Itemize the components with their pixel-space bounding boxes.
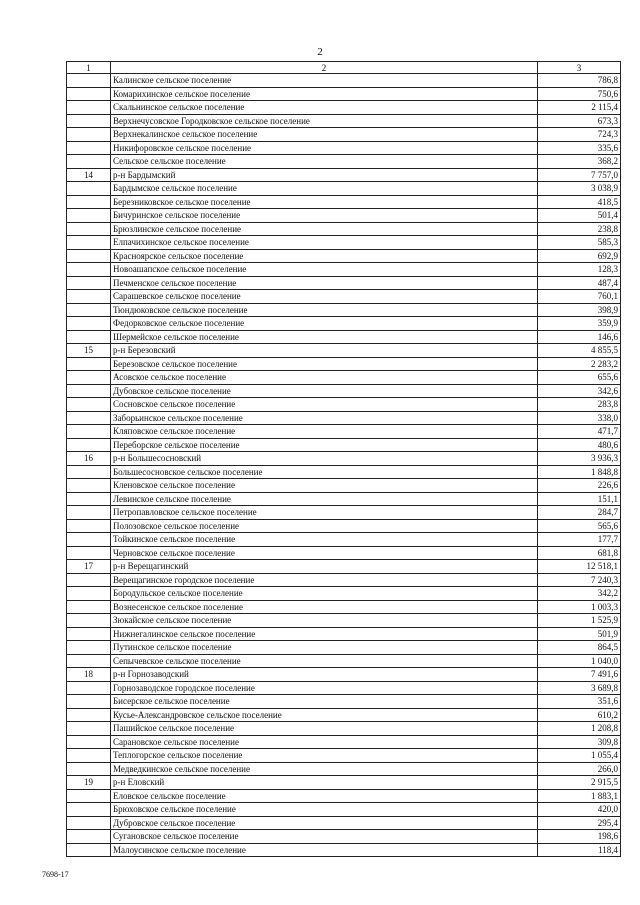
row-value-cell: 359,9 — [538, 317, 621, 331]
row-number-cell — [67, 209, 111, 223]
table-row — [67, 506, 621, 520]
row-value-cell: 342,2 — [538, 587, 621, 601]
table-row — [67, 155, 621, 169]
table-row — [67, 236, 621, 250]
row-number-cell — [67, 722, 111, 736]
row-value-cell: 1 040,0 — [538, 654, 621, 668]
row-name-cell: Кусье-Александровское сельское поселение — [111, 708, 538, 722]
row-name-cell: р-н Горнозаводский — [111, 668, 538, 682]
row-number-cell — [67, 479, 111, 493]
row-value-cell: 501,4 — [538, 209, 621, 223]
row-name-cell: Петропавловское сельское поселение — [111, 506, 538, 520]
row-number-cell — [67, 155, 111, 169]
row-value-cell: 368,2 — [538, 155, 621, 169]
row-value-cell: 342,6 — [538, 384, 621, 398]
row-value-cell: 283,8 — [538, 398, 621, 412]
table-row — [67, 317, 621, 331]
row-name-cell: Кленовское сельское поселение — [111, 479, 538, 493]
row-name-cell: Медведкинское сельское поселение — [111, 762, 538, 776]
row-value-cell: 3 689,8 — [538, 681, 621, 695]
row-name-cell: Березовское сельское поселение — [111, 357, 538, 371]
row-number-cell — [67, 533, 111, 547]
row-number-cell — [67, 614, 111, 628]
row-number-cell — [67, 74, 111, 88]
row-value-cell: 3 038,9 — [538, 182, 621, 196]
row-name-cell: Путинское сельское поселение — [111, 641, 538, 655]
row-number-cell — [67, 816, 111, 830]
row-value-cell: 565,6 — [538, 519, 621, 533]
row-number-cell — [67, 627, 111, 641]
row-name-cell: Тойкинское сельское поселение — [111, 533, 538, 547]
row-number-cell — [67, 384, 111, 398]
row-name-cell: Скальнинское сельское поселение — [111, 101, 538, 115]
row-name-cell: Никифоровское сельское поселение — [111, 141, 538, 155]
row-number-cell: 15 — [67, 344, 111, 358]
row-value-cell: 480,6 — [538, 438, 621, 452]
page-number: 2 — [317, 46, 323, 58]
row-number-cell: 17 — [67, 560, 111, 574]
row-value-cell: 118,4 — [538, 843, 621, 857]
table-row — [67, 654, 621, 668]
row-value-cell: 487,4 — [538, 276, 621, 290]
row-number-cell — [67, 762, 111, 776]
row-name-cell: Федорковское сельское поселение — [111, 317, 538, 331]
row-name-cell: Малоусинское сельское поселение — [111, 843, 538, 857]
row-value-cell: 681,8 — [538, 546, 621, 560]
row-name-cell: р-н Большесосновский — [111, 452, 538, 466]
row-number-cell — [67, 317, 111, 331]
row-name-cell: Левинское сельское поселение — [111, 492, 538, 506]
table-row — [67, 411, 621, 425]
table-row — [67, 114, 621, 128]
row-value-cell: 3 936,3 — [538, 452, 621, 466]
row-number-cell — [67, 735, 111, 749]
table-row — [67, 357, 621, 371]
row-value-cell: 295,4 — [538, 816, 621, 830]
row-name-cell: Красноярское сельское поселение — [111, 249, 538, 263]
table-row — [67, 371, 621, 385]
table-row — [67, 465, 621, 479]
table-row — [67, 209, 621, 223]
table-row — [67, 222, 621, 236]
row-value-cell: 692,9 — [538, 249, 621, 263]
row-number-cell — [67, 398, 111, 412]
row-name-cell: Комарихинское сельское поселение — [111, 87, 538, 101]
row-value-cell: 418,5 — [538, 195, 621, 209]
row-number-cell — [67, 128, 111, 142]
row-name-cell: Верхнекалинское сельское поселение — [111, 128, 538, 142]
row-name-cell: Дубовское сельское поселение — [111, 384, 538, 398]
row-number-cell — [67, 290, 111, 304]
table-row — [67, 627, 621, 641]
row-value-cell: 471,7 — [538, 425, 621, 439]
table-row — [67, 600, 621, 614]
row-number-cell — [67, 803, 111, 817]
row-value-cell: 501,9 — [538, 627, 621, 641]
row-number-cell — [67, 303, 111, 317]
table-row — [67, 533, 621, 547]
data-table — [66, 61, 621, 857]
table-row — [67, 816, 621, 830]
row-number-cell — [67, 411, 111, 425]
row-name-cell: Полозовское сельское поселение — [111, 519, 538, 533]
row-number-cell — [67, 438, 111, 452]
row-value-cell: 146,6 — [538, 330, 621, 344]
row-name-cell: Сепычевское сельское поселение — [111, 654, 538, 668]
row-value-cell: 786,8 — [538, 74, 621, 88]
row-name-cell: Бородульское сельское поселение — [111, 587, 538, 601]
row-name-cell: Дубровское сельское поселение — [111, 816, 538, 830]
table-row — [67, 681, 621, 695]
row-name-cell: Асовское сельское поселение — [111, 371, 538, 385]
table-row — [67, 587, 621, 601]
row-value-cell: 351,6 — [538, 695, 621, 709]
table-row — [67, 762, 621, 776]
row-value-cell: 1 883,1 — [538, 789, 621, 803]
row-name-cell: Сугановское сельское поселение — [111, 830, 538, 844]
row-value-cell: 7 240,3 — [538, 573, 621, 587]
row-number-cell — [67, 600, 111, 614]
row-value-cell: 1 003,3 — [538, 600, 621, 614]
row-value-cell: 4 855,5 — [538, 344, 621, 358]
table-row — [67, 303, 621, 317]
row-name-cell: Новоашапское сельское поселение — [111, 263, 538, 277]
row-value-cell: 238,8 — [538, 222, 621, 236]
row-value-cell: 226,6 — [538, 479, 621, 493]
table-row — [67, 344, 621, 358]
table-row — [67, 708, 621, 722]
row-number-cell — [67, 182, 111, 196]
row-value-cell: 1 525,9 — [538, 614, 621, 628]
row-value-cell: 585,3 — [538, 236, 621, 250]
row-value-cell: 2 915,5 — [538, 776, 621, 790]
table-row — [67, 573, 621, 587]
row-name-cell: Тюндюковское сельское поселение — [111, 303, 538, 317]
row-name-cell: р-н Березовский — [111, 344, 538, 358]
row-number-cell — [67, 654, 111, 668]
table-row — [67, 749, 621, 763]
row-value-cell: 151,1 — [538, 492, 621, 506]
row-name-cell: Зюкайское сельское поселение — [111, 614, 538, 628]
row-name-cell: Теплогорское сельское поселение — [111, 749, 538, 763]
row-value-cell: 12 518,1 — [538, 560, 621, 574]
row-number-cell — [67, 101, 111, 115]
row-value-cell: 1 208,8 — [538, 722, 621, 736]
row-number-cell: 18 — [67, 668, 111, 682]
table-row — [67, 668, 621, 682]
table-row — [67, 276, 621, 290]
table-row — [67, 195, 621, 209]
table-row — [67, 74, 621, 88]
row-number-cell — [67, 830, 111, 844]
row-number-cell — [67, 357, 111, 371]
row-name-cell: Сарашевское сельское поселение — [111, 290, 538, 304]
row-name-cell: Заборьинское сельское поселение — [111, 411, 538, 425]
row-value-cell: 177,7 — [538, 533, 621, 547]
row-name-cell: Верещагинское городское поселение — [111, 573, 538, 587]
table-row — [67, 776, 621, 790]
document-code: 7698-17 — [42, 870, 69, 879]
row-number-cell — [67, 708, 111, 722]
row-name-cell: Вознесенское сельское поселение — [111, 600, 538, 614]
row-name-cell: р-н Бардымский — [111, 168, 538, 182]
table-row — [67, 830, 621, 844]
row-name-cell: Пашийское сельское поселение — [111, 722, 538, 736]
table-row — [67, 560, 621, 574]
row-name-cell: р-н Еловский — [111, 776, 538, 790]
row-value-cell: 338,0 — [538, 411, 621, 425]
table-row — [67, 384, 621, 398]
row-name-cell: Нижнегалинское сельское поселение — [111, 627, 538, 641]
row-value-cell: 335,6 — [538, 141, 621, 155]
table-row — [67, 128, 621, 142]
row-number-cell — [67, 249, 111, 263]
row-value-cell: 673,3 — [538, 114, 621, 128]
row-number-cell — [67, 330, 111, 344]
table-row — [67, 87, 621, 101]
row-name-cell: Березниковское сельское поселение — [111, 195, 538, 209]
row-name-cell: Бичуринское сельское поселение — [111, 209, 538, 223]
row-number-cell — [67, 573, 111, 587]
table-row — [67, 735, 621, 749]
row-number-cell — [67, 506, 111, 520]
row-value-cell: 7 491,6 — [538, 668, 621, 682]
table-row — [67, 803, 621, 817]
row-number-cell — [67, 789, 111, 803]
row-name-cell: Сарановское сельское поселение — [111, 735, 538, 749]
row-number-cell — [67, 236, 111, 250]
row-name-cell: Большесосновское сельское поселение — [111, 465, 538, 479]
row-number-cell — [67, 519, 111, 533]
row-name-cell: Еловское сельское поселение — [111, 789, 538, 803]
column-header-3: 3 — [538, 62, 621, 74]
row-value-cell: 266,0 — [538, 762, 621, 776]
row-number-cell — [67, 371, 111, 385]
row-name-cell: Бардымское сельское поселение — [111, 182, 538, 196]
row-number-cell — [67, 641, 111, 655]
row-number-cell — [67, 587, 111, 601]
row-name-cell: Горнозаводское городское поселение — [111, 681, 538, 695]
row-number-cell — [67, 681, 111, 695]
table-row — [67, 398, 621, 412]
row-number-cell — [67, 695, 111, 709]
row-value-cell: 284,7 — [538, 506, 621, 520]
table-row — [67, 519, 621, 533]
row-number-cell: 14 — [67, 168, 111, 182]
column-header-2: 2 — [111, 62, 538, 74]
row-number-cell — [67, 843, 111, 857]
table-row — [67, 452, 621, 466]
row-name-cell: Брюзлинское сельское поселение — [111, 222, 538, 236]
row-name-cell: Сельское сельское поселение — [111, 155, 538, 169]
table-row — [67, 141, 621, 155]
row-number-cell — [67, 195, 111, 209]
table-row — [67, 263, 621, 277]
row-number-cell — [67, 749, 111, 763]
row-value-cell: 309,8 — [538, 735, 621, 749]
column-header-1: 1 — [67, 62, 111, 74]
row-value-cell: 2 115,4 — [538, 101, 621, 115]
row-number-cell — [67, 141, 111, 155]
row-value-cell: 398,9 — [538, 303, 621, 317]
row-name-cell: Сосновское сельское поселение — [111, 398, 538, 412]
row-name-cell: р-н Верещагинский — [111, 560, 538, 574]
row-name-cell: Елпачихинское сельское поселение — [111, 236, 538, 250]
row-name-cell: Бисерское сельское поселение — [111, 695, 538, 709]
table-row — [67, 168, 621, 182]
row-value-cell: 750,6 — [538, 87, 621, 101]
row-name-cell: Верхнечусовское Городковское сельское поселение — [111, 114, 538, 128]
table-row — [67, 330, 621, 344]
row-number-cell — [67, 546, 111, 560]
row-value-cell: 610,2 — [538, 708, 621, 722]
row-number-cell — [67, 114, 111, 128]
table-row — [67, 425, 621, 439]
row-value-cell: 198,6 — [538, 830, 621, 844]
row-name-cell: Калинское сельское поселение — [111, 74, 538, 88]
table-row — [67, 546, 621, 560]
table-row — [67, 695, 621, 709]
row-value-cell: 724,3 — [538, 128, 621, 142]
table-row — [67, 843, 621, 857]
row-name-cell: Брюховское сельское поселение — [111, 803, 538, 817]
table-row — [67, 641, 621, 655]
row-value-cell: 2 283,2 — [538, 357, 621, 371]
row-number-cell — [67, 425, 111, 439]
row-value-cell: 1 055,4 — [538, 749, 621, 763]
row-value-cell: 128,3 — [538, 263, 621, 277]
table-row — [67, 290, 621, 304]
row-number-cell — [67, 492, 111, 506]
table-header-row — [67, 62, 621, 74]
row-name-cell: Кляповское сельское поселение — [111, 425, 538, 439]
row-value-cell: 760,1 — [538, 290, 621, 304]
row-number-cell — [67, 465, 111, 479]
row-name-cell: Печменское сельское поселение — [111, 276, 538, 290]
row-number-cell — [67, 87, 111, 101]
row-number-cell: 16 — [67, 452, 111, 466]
table-row — [67, 479, 621, 493]
row-value-cell: 864,5 — [538, 641, 621, 655]
row-name-cell: Шермейское сельское поселение — [111, 330, 538, 344]
row-name-cell: Переборское сельское поселение — [111, 438, 538, 452]
row-value-cell: 7 757,0 — [538, 168, 621, 182]
table-row — [67, 722, 621, 736]
table-row — [67, 249, 621, 263]
table-row — [67, 789, 621, 803]
table-row — [67, 614, 621, 628]
row-number-cell — [67, 263, 111, 277]
table-row — [67, 101, 621, 115]
table-row — [67, 182, 621, 196]
row-value-cell: 655,6 — [538, 371, 621, 385]
row-name-cell: Черновское сельское поселение — [111, 546, 538, 560]
row-number-cell: 19 — [67, 776, 111, 790]
row-value-cell: 420,0 — [538, 803, 621, 817]
table-row — [67, 438, 621, 452]
row-value-cell: 1 848,8 — [538, 465, 621, 479]
row-number-cell — [67, 222, 111, 236]
table-row — [67, 492, 621, 506]
row-number-cell — [67, 276, 111, 290]
